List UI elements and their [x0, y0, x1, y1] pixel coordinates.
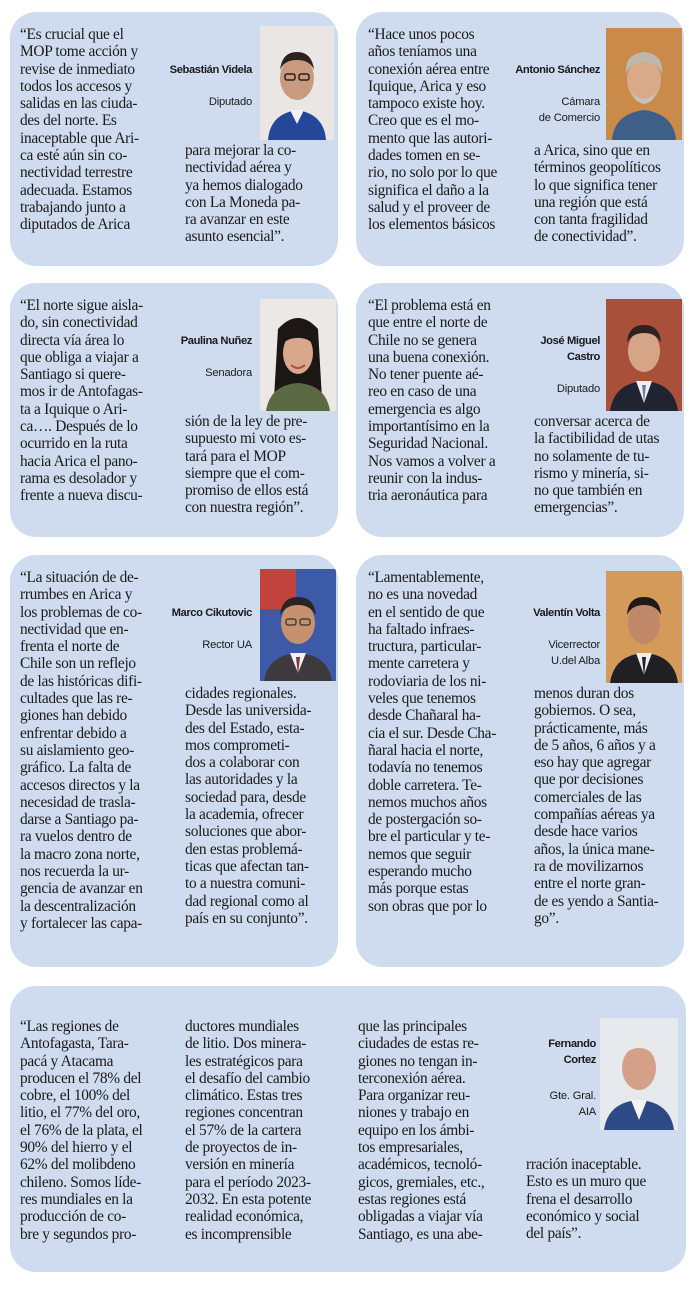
person-role: Cámara de Comercio [538, 96, 600, 124]
portrait-icon [606, 571, 682, 683]
quote-text-col3: que las principales ciudades de estas re- giones no tengan in- terconexión aérea. Para organizar reu- niones y trabajo en equipo en los ámbi- tos empresariales, académicos, tecnoló- gicos, gremiales, etc., estas regiones está obligadas a viajar vía Santiago, es una abe- [358, 1018, 485, 1243]
byline [160, 317, 252, 397]
person-role: Vicerrector U.del Alba [548, 639, 600, 667]
person-role: Senadora [205, 367, 252, 379]
quote-text-col4: rración inaceptable. Esto es un muro que frena el desarrollo económico y social del país”. [526, 1156, 646, 1243]
quote-text-col1: “Hace unos pocos años teníamos una conexión aérea entre Iquique, Arica y eso tampoco existe hoy. Creo que es el mo- mento que las autori- dades tomen en se- rio, no solo por lo que significa el daño a la salud y el proveer de los elementos básicos [368, 26, 498, 234]
portrait-icon [260, 26, 334, 140]
quote-text-col1: “El problema está en que entre el norte de Chile no se genera una buena conexión. No tener puente aé- reo en caso de una emergencia es algo importantísimo en la Seguridad Nacional. Nos vamos a volver a reunir con la indus- tria aeronáutica para [368, 297, 496, 505]
quote-text-col1: “El norte sigue aisla- do, sin conectividad directa vía área lo que obliga a viajar a Santiago si quere- mos ir de Antofagas- ta a Iquique o Ari- ca…. Después de lo ocurrido en la ruta hacia Arica el pano- rama es desolador y frente a nueva discu- [20, 297, 143, 505]
byline [506, 317, 600, 413]
quote-text-col2: a Arica, sino que en términos geopolíticos lo que significa tener una región que está con tanta fragilidad de conectividad”. [534, 142, 661, 246]
quote-card-cikutovic [10, 555, 338, 967]
person-role: Gte. Gral. AIA [549, 1090, 596, 1118]
person-name: Valentín Volta [533, 607, 600, 619]
person-role: Rector UA [202, 639, 252, 651]
byline [160, 46, 252, 126]
byline [506, 589, 600, 685]
portrait-icon [606, 28, 682, 140]
portrait-icon [260, 299, 336, 411]
person-name: José Miguel Castro [540, 335, 600, 363]
quote-text-col1: “Es crucial que el MOP tome acción y revise de inmediato todos los accesos y salidas en las ciuda- des del norte. Es inaceptable que Ari- ca esté aún sin co- nectividad terrestre adecuada. Estamos trabajando junto a diputados de Arica [20, 26, 139, 234]
quote-text-col2: cidades regionales. Desde las universida- des del Estado, esta- mos comprometi- dos a colaborar con las autoridades y la sociedad para, desde la academia, ofrecer soluciones que abor- den estas problemá- ticas que afectan tan- to a nuestra comuni- dad regional como al país en su conjunto”. [185, 685, 312, 927]
portrait-icon [600, 1018, 678, 1130]
quote-card-cortez [10, 986, 686, 1272]
person-name: Antonio Sánchez [515, 64, 600, 76]
person-name: Paulina Nuñez [180, 335, 252, 347]
quote-card-videla [10, 12, 338, 266]
quote-text-col2: para mejorar la co- nectividad aérea y ya hemos dialogado con La Moneda pa- ra avanzar en este asunto esencial”. [185, 142, 303, 246]
person-name: Marco Cikutovic [171, 607, 252, 619]
quote-text-col1: “La situación de de- rrumbes en Arica y los problemas de co- nectividad que en- frenta el norte de Chile son un reflejo de las históricas difi- cultades que las re- giones han debido enfrentar debido a su aislamiento geo- gráfico. La falta de accesos directos y la necesidad de trasla- darse a Santiago pa- ra vuelos dentro de la macro zona norte, nos recuerda la ur- gencia de avanzar en la descentralización y fortalecer las capa- [20, 569, 143, 932]
quote-text-col1: “Las regiones de Antofagasta, Tara- pacá y Atacama producen el 78% del cobre, el 100% del litio, el 77% del oro, el 76% de la plata, el 90% del hierro y el 62% del molibdeno chileno. Somos líde- res mundiales en la producción de co- bre y segundos pro- [20, 1018, 143, 1243]
quote-text-col2: sión de la ley de pre- supuesto mi voto es- tará para el MOP siempre que el com- promiso de ellos está con nuestra región”. [185, 413, 309, 517]
person-name: Fernando Cortez [548, 1038, 596, 1066]
portrait-icon [606, 299, 682, 411]
quote-card-volta [356, 555, 684, 967]
portrait-icon [260, 569, 336, 681]
quote-text-col1: “Lamentablemente, no es una novedad en el sentido de que ha faltado infraes- tructura, particular- mente carretera y rodoviaria de los ni- veles que tenemos desde Chañaral ha- cia el sur. Desde Cha- ñaral hacia el norte, todavía no tenemos doble carretera. Te- nemos muchos años de postergación so- bre el particular y te- nemos que seguir esperando mucho más porque estas son obras que por lo [368, 569, 497, 915]
quote-text-col2: ductores mundiales de litio. Dos minera- les estratégicos para el desafío del cambio climático. Estas tres regiones concentran el 57% de la cartera de proyectos de in- versión en minería para el período 2023- 2032. En esta potente realidad económica, es incomprensible [185, 1018, 312, 1243]
quote-text-col2: conversar acerca de la factibilidad de utas no solamente de tu- rismo y minería, si- no que también en emergencias”. [534, 413, 660, 517]
quote-card-sanchez [356, 12, 684, 266]
person-role: Diputado [556, 383, 600, 395]
byline [160, 589, 252, 669]
person-role: Diputado [208, 96, 252, 108]
person-name: Sebastián Videla [169, 64, 252, 76]
byline [506, 46, 600, 142]
quote-card-nunez [10, 283, 338, 537]
quote-text-col2: menos duran dos gobiernos. O sea, prácticamente, más de 5 años, 6 años y a eso hay que agregar que por decisiones comerciales de las compañías aéreas ya desde hace varios años, la única mane- ra de movilizarnos entre el norte gran- de es yendo a Santia- go”. [534, 685, 659, 927]
quote-card-castro [356, 283, 684, 537]
byline [530, 1020, 596, 1136]
